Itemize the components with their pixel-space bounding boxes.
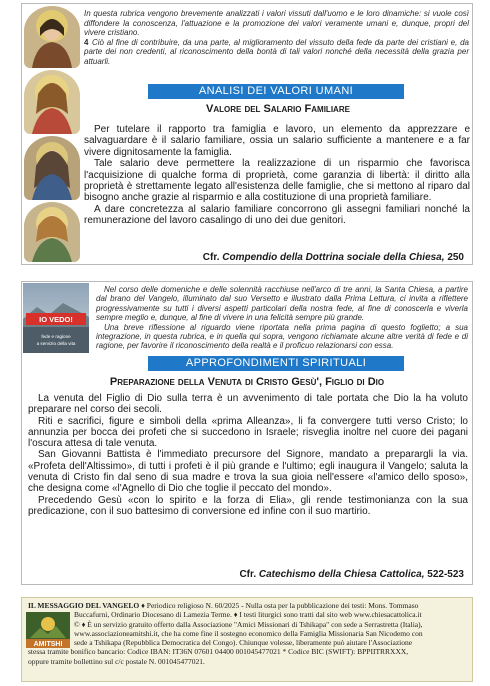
spiritual-paragraph-2: Riti e sacrifici, figure e simboli della «prima Alleanza», li fa convergere tutti verso Cristo; lo annunzia per bocca dei profeti che si succedono in Israele; risveglia inoltre nel cuore dei pagani l'oscura attesa di tale venuta. (28, 415, 468, 450)
footer-line-6: stessa tramite bonifico bancario: Codice IBAN: IT36N 07601 04400 001045477021 * Codice BIC (SWIFT): BPPIITRRXXX, (28, 647, 409, 657)
spiritual-section (21, 281, 473, 585)
values-intro-p2: Ciò al fine di contribuire, da una parte, al miglioramento del vissuto della fede da parte dei cristiani e, da parte dei non credenti, al riconoscimento della bontà di tali valori nonché della necessità della grazia per attuarli. (84, 37, 469, 66)
footer-line-7: oppure tramite bollettino sul c/c postale N. 001045477021. (28, 656, 205, 666)
spiritual-citation (239, 569, 464, 580)
publication-footer (21, 597, 473, 682)
io-vedo-image (23, 283, 89, 353)
values-article-body (84, 124, 470, 227)
spiritual-intro-p1: Nel corso delle domeniche e delle solennità racchiuse nell'arco di tre anni, la Santa Chiesa, a partire dal brano del Vangelo, illuminato dal suo Versetto e illustrato dalla Prima Lettura, ci invita a riflettere progressivamente su tutti i diversi aspetti particolari della nostra fede, al fine di conoscerla e viverla sempre meglio e, dunque, al fine di vivere in una felicità sempre più grande. (96, 285, 468, 323)
saints-portrait-column (22, 4, 82, 264)
footer-line-4: www.associazioneamitshi.it, che ha come fine il sostegno economico della Famiglia Missionaria San Nicodemo con (74, 628, 423, 638)
amitshi-logo-text: AMITSHI (33, 641, 63, 648)
values-paragraph-1: Per tutelare il rapporto tra famiglia e lavoro, un elemento da apprezzare e salvaguardare è il salario familiare, ossia un salario sufficiente a mantenere e a far vivere dignitosamente la famiglia. (84, 124, 470, 158)
bullet-marker: 4 (84, 37, 89, 47)
footer-head: IL MESSAGGIO DEL VANGELO (28, 601, 140, 610)
citation-prefix: Cfr. (239, 569, 257, 580)
values-intro (84, 9, 469, 67)
spiritual-paragraph-3: San Giovanni Battista è l'immediato precursore del Signore, mandato a preparargli la via. «Profeta dell'Altissimo», di tutti i profeti è il più grande e l'ultimo; egli inaugura il Vangelo; saluta la venuta di Cristo fin dal seno di sua madre e trova la sua gioia nell'essere «l'amico dello sposo», che designa come «l'Agnello di Dio che toglie il peccato del mondo». (28, 449, 468, 495)
citation-work: Catechismo della Chiesa Cattolica, (258, 569, 425, 580)
saint-portrait-2 (24, 70, 80, 134)
values-section (21, 3, 473, 265)
citation-number: 522-523 (427, 569, 464, 580)
spiritual-paragraph-4: Precedendo Gesù «con lo spirito e la forza di Elia», gli rende testimonianza con la sua predicazione, con il suo battesimo di conversione ed infine con il suo martirio. (28, 494, 468, 517)
io-vedo-label: IO VEDO! (39, 315, 73, 324)
spiritual-intro-p2: Una breve riflessione al riguardo viene riportata nella prima pagina di questo foglietto; a sua integrazione, in questa rubrica, e in quella qui sopra, vengono richiamate alcune altre verità di fede e di ragione, per favorire il riconoscimento della realtà e il proficuo relazionarsi con essa. (96, 322, 468, 351)
values-paragraph-2: Tale salario deve permettere la realizzazione di un risparmio che favorisca l'acquisizione di qualche forma di proprietà, come garanzia di libertà: il diritto alla proprietà è strettamente legato all'esistenza delle famiglie, che si mettono al riparo dal bisogno anche grazie al risparmio e alla costituzione di una proprietà familiare. (84, 158, 470, 204)
citation-prefix: Cfr. (202, 252, 220, 263)
citation-number: 250 (447, 252, 464, 263)
values-citation (203, 252, 464, 263)
footer-line-2: Buccafurni, Ordinario Diocesano di Lamezia Terme. ♦ I testi liturgici sono tratti dal sito web www.chiesacattolica.it (74, 610, 422, 620)
footer-line-5: sede a Tshikapa (Repubblica Democratica del Congo). Chiunque volesse, liberamente può aiutare l'Associazione (74, 638, 413, 648)
saint-portrait-3 (24, 136, 80, 200)
saint-portrait-4 (24, 202, 80, 262)
footer-text (28, 601, 470, 666)
values-article-title: Valore del Salario Familiare (206, 103, 350, 115)
spiritual-article-title: Preparazione della Venuta di Cristo Gesù', Figlio di Dio (109, 376, 385, 388)
spiritual-intro (96, 285, 468, 351)
values-paragraph-3: A dare concretezza al salario familiare concorrono gli assegni familiari nonché la remunerazione del lavoro casalingo di uno dei due genitori. (84, 203, 470, 227)
spiritual-banner: APPROFONDIMENTI SPIRITUALI (148, 356, 404, 371)
citation-work: Compendio della Dottrina sociale della Chiesa, (222, 252, 445, 263)
saint-portrait-1 (24, 6, 80, 68)
values-banner: ANALISI DEI VALORI UMANI (148, 84, 404, 99)
spiritual-paragraph-1: La venuta del Figlio di Dio sulla terra è un avvenimento di tale portata che Dio la ha voluto preparare nel corso dei secoli. (28, 393, 468, 416)
values-intro-p1: In questa rubrica vengono brevemente analizzati i valori vissuti dall'uomo e le loro dinamiche: si vuole così diffondere la conoscenza, l'attuazione e la promozione dei valori veramente umani e, dunque, propri del vivere cristiano. (84, 9, 469, 38)
footer-line-3: © ♦ È un servizio gratuito offerto dalla Associazione "Amici Missionari di Tshikapa" con sede a Serrastretta (Italia), (74, 619, 423, 629)
footer-line-1: ♦ Periodico religioso N. 60/2025 - Nulla osta per la pubblicazione dei testi: Mons. Tommaso (141, 601, 419, 610)
spiritual-article-body (28, 393, 468, 517)
io-vedo-caption-1: fede e ragione (41, 334, 71, 339)
io-vedo-caption-2: a servizio della vita (36, 341, 76, 346)
